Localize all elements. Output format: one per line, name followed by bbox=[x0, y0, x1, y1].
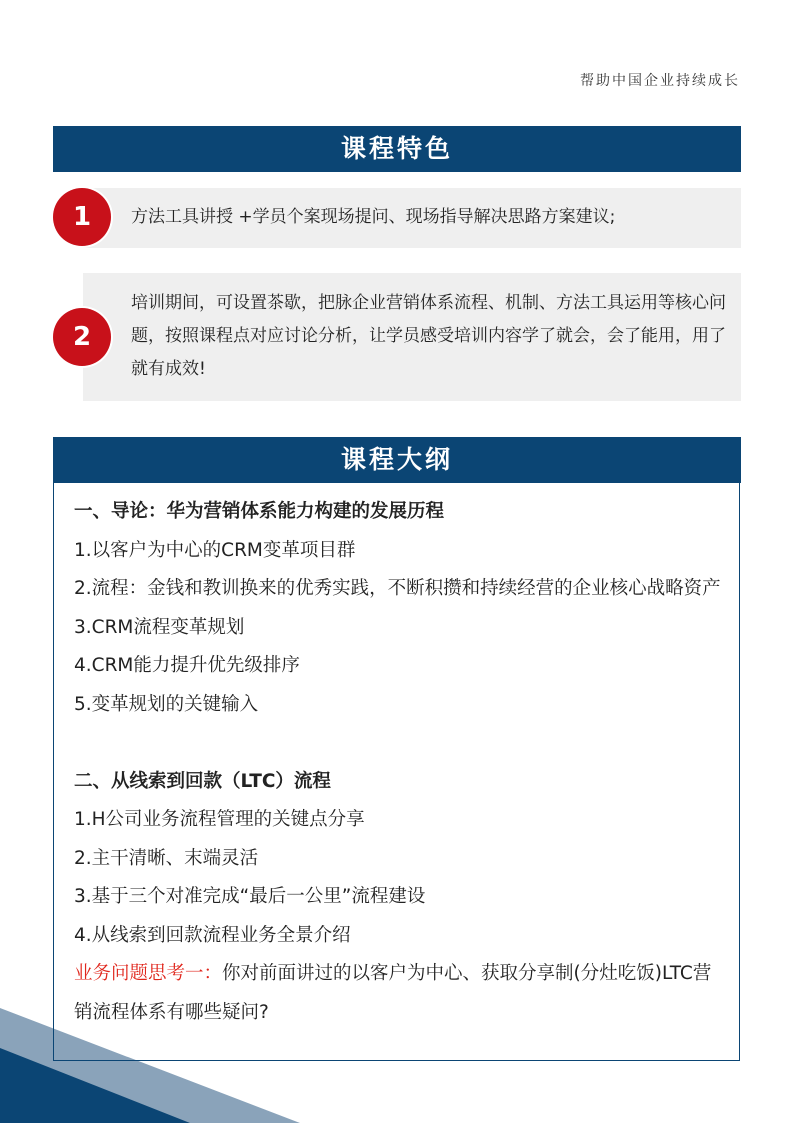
question-label: 业务问题思考一： bbox=[74, 963, 223, 984]
section-1-item: 1.以客户为中心的CRM变革项目群 bbox=[74, 539, 356, 561]
company-tagline: 帮助中国企业持续成长 bbox=[580, 73, 740, 89]
feature-number-1-badge bbox=[53, 188, 111, 246]
feature-item-2-text: 培训期间，可设置茶歇，把脉企业营销体系流程、机制、方法工具运用等核心问题，按照课程点对应讨论分析，让学员感受培训内容学了就会，会了能用，用了就有成效! bbox=[131, 293, 726, 379]
section-1-item: 5.变革规划的关键输入 bbox=[74, 693, 259, 715]
feature-item-1 bbox=[83, 188, 741, 248]
section-1-item: 2.流程：金钱和教训换来的优秀实践，不断积攒和持续经营的企业核心战略资产 bbox=[74, 578, 721, 599]
outline-box bbox=[53, 483, 740, 1061]
section-1-item: 4.CRM能力提升优先级排序 bbox=[74, 655, 300, 676]
features-banner bbox=[53, 126, 741, 172]
section-1-heading: 一、导论：华为营销体系能力构建的发展历程 bbox=[74, 501, 445, 522]
feature-number-2-badge bbox=[53, 308, 111, 366]
section-2-heading: 二、从线索到回款（LTC）流程 bbox=[74, 770, 331, 792]
section-2-item: 2.主干清晰、末端灵活 bbox=[74, 847, 259, 869]
feature-item-1-text: 方法工具讲授 +学员个案现场提问、现场指导解决思路方案建议; bbox=[131, 207, 616, 227]
feature-number-2: 2 bbox=[72, 322, 92, 352]
outline-content bbox=[74, 493, 729, 1032]
question-text: 你对前面讲过的以客户为中心、获取分享制(分灶吃饭)LTC营销流程体系有哪些疑问? bbox=[74, 963, 712, 1023]
outline-banner bbox=[53, 437, 741, 483]
features-title: 课程特色 bbox=[340, 134, 453, 163]
section-2-item: 3.基于三个对准完成“最后一公里”流程建设 bbox=[74, 886, 426, 907]
outline-title: 课程大纲 bbox=[340, 445, 453, 474]
section-2-item: 1.H公司业务流程管理的关键点分享 bbox=[74, 809, 365, 830]
section-1-item: 3.CRM流程变革规划 bbox=[74, 616, 245, 638]
feature-item-2 bbox=[83, 273, 741, 401]
section-2-item: 4.从线索到回款流程业务全景介绍 bbox=[74, 924, 351, 946]
feature-number-1: 1 bbox=[72, 202, 92, 232]
discussion-question bbox=[74, 955, 729, 1032]
section-gap bbox=[74, 724, 729, 763]
